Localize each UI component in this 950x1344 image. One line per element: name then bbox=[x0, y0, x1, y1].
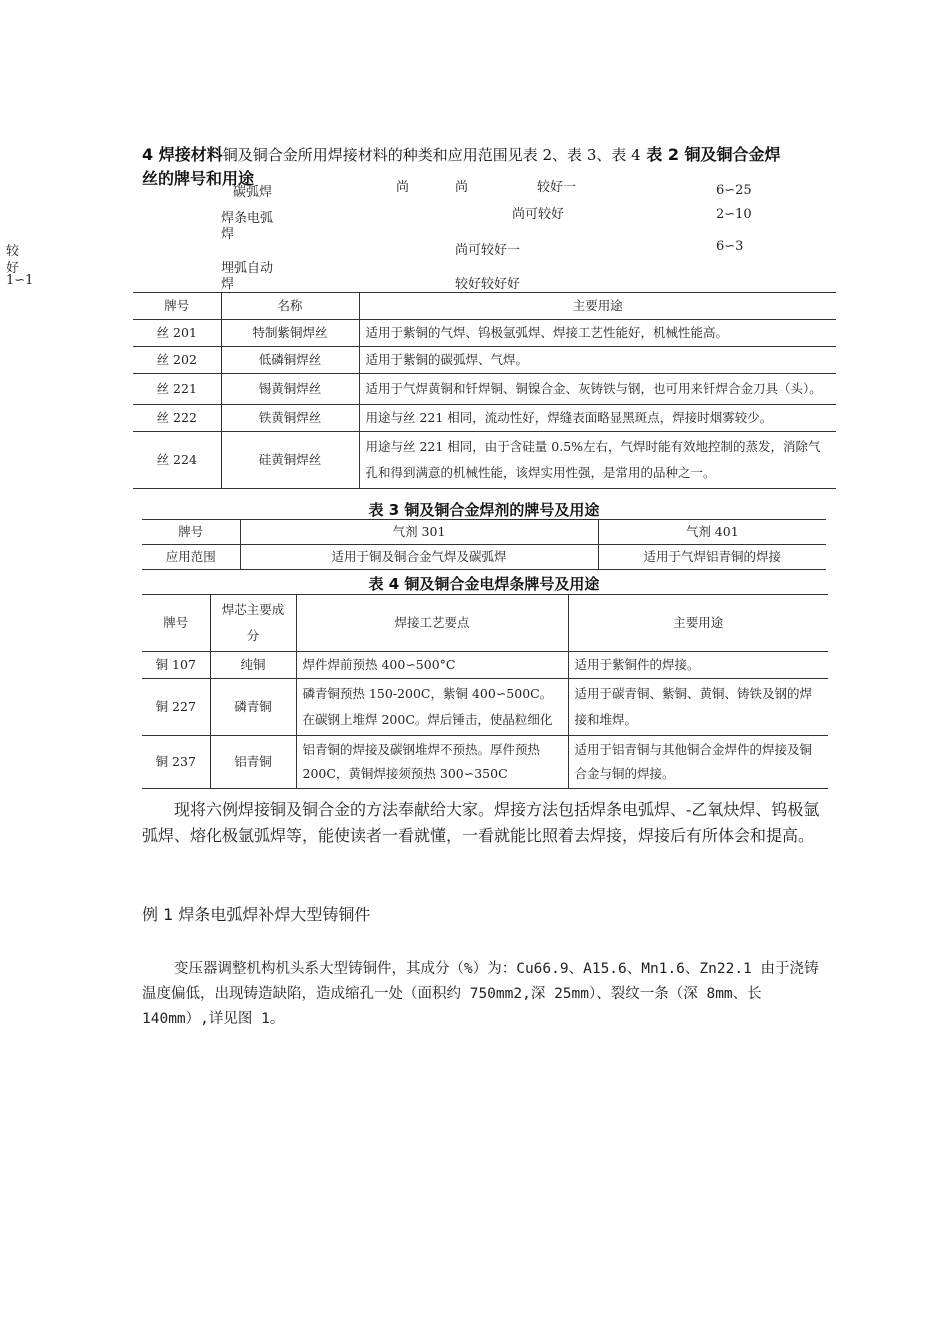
table-cell: 适用于铜及铜合金气焊及碳弧焊 bbox=[240, 545, 598, 570]
section-lead-text: 铜及铜合金所用焊接材料的种类和应用范围见表 2、表 3、表 4 bbox=[222, 146, 641, 164]
table-cell: 气剂 401 bbox=[598, 520, 826, 545]
table2-title-a: 表 2 铜及铜合金焊 bbox=[646, 145, 781, 164]
table-cell-code: 丝 201 bbox=[133, 320, 221, 347]
table-cell-use: 适用于紫铜的气焊、钨极氩弧焊、焊接工艺性能好，机械性能高。 bbox=[359, 320, 836, 347]
section-number: 4 bbox=[142, 145, 154, 164]
fragment-text: 较好一 bbox=[537, 180, 577, 195]
table-header-cell: 焊芯主要成分 bbox=[210, 595, 296, 652]
table-row-label: 应用范围 bbox=[142, 545, 240, 570]
table-header-cell: 主要用途 bbox=[359, 293, 836, 320]
fragment-text: 焊 bbox=[221, 227, 235, 242]
table-row bbox=[133, 374, 836, 405]
table-header-cell: 主要用途 bbox=[568, 595, 828, 652]
fragment-text: 焊条电弧 bbox=[221, 211, 274, 226]
table-row bbox=[142, 652, 828, 679]
table-cell-process: 磷青铜预热 150-200C，紫铜 400∽500C。在碳钢上堆焊 200C。焊后锤击，使晶粒细化 bbox=[296, 679, 568, 736]
table-header-cell: 焊接工艺要点 bbox=[296, 595, 568, 652]
fragment-text: 尚 bbox=[396, 180, 410, 195]
table-header-cell: 牌号 bbox=[133, 293, 221, 320]
table-row bbox=[142, 545, 826, 570]
body-paragraph: 现将六例焊接铜及铜合金的方法奉献给大家。焊接方法包括焊条电弧焊、-乙氧炔焊、钨极氩弧焊、熔化极氩弧焊等，能使读者一看就懂，一看就能比照着去焊接，焊接后有所体会和提高。 bbox=[142, 800, 820, 845]
body-paragraph: 变压器调整机构机头系大型铸铜件，其成分（%）为：Cu66.9、A15.6、Mn1.6、Zn22.1 由于浇铸温度偏低，出现铸造缺陷，造成缩孔一处（面积约 750mm2,深 25mm）、裂纹一条（深 8mm、长 140mm）,详见图 1。 bbox=[142, 961, 819, 1027]
table-cell-core: 纯铜 bbox=[210, 652, 296, 679]
fragment-text: 尚可较好 bbox=[512, 207, 565, 222]
table-header-row bbox=[142, 595, 828, 652]
fragment-text: 6∽3 bbox=[716, 239, 744, 254]
table-row bbox=[142, 520, 826, 545]
table-row bbox=[142, 679, 828, 736]
table-header-cell: 牌号 bbox=[142, 595, 210, 652]
table-cell-use: 用途与丝 221 相同，由于含硅量 0.5%左右，气焊时能有效地控制的蒸发，消除气孔和得到满意的机械性能，该焊实用性强，是常用的品种之一。 bbox=[359, 432, 836, 489]
table-cell-name: 锡黄铜焊丝 bbox=[221, 374, 359, 405]
table4 bbox=[142, 594, 828, 789]
table-cell-name: 铁黄铜焊丝 bbox=[221, 405, 359, 432]
fragment-text: 较好较好好 bbox=[455, 277, 521, 292]
example-title: 例 1 焊条电弧焊补焊大型铸铜件 bbox=[142, 905, 371, 924]
table-cell-use: 适用于紫铜的碳弧焊、气焊。 bbox=[359, 347, 836, 374]
fragment-text: 埋弧自动 bbox=[221, 261, 274, 276]
table-cell-use: 适用于气焊黄铜和钎焊铜、铜镍合金、灰铸铁与钢，也可用来钎焊合金刀具（头）。 bbox=[359, 374, 836, 405]
table-cell-name: 硅黄铜焊丝 bbox=[221, 432, 359, 489]
table-row bbox=[133, 347, 836, 374]
table3-title: 表 3 铜及铜合金焊剂的牌号及用途 bbox=[368, 501, 600, 519]
table-cell-code: 丝 202 bbox=[133, 347, 221, 374]
table2 bbox=[133, 292, 836, 489]
table-header-cell: 名称 bbox=[221, 293, 359, 320]
fragment-text: 2∽10 bbox=[716, 207, 752, 222]
table-row bbox=[142, 736, 828, 789]
fragment-text: 6∽25 bbox=[716, 183, 752, 198]
section-title: 焊接材料 bbox=[158, 145, 223, 164]
table-cell-use: 适用于紫铜件的焊接。 bbox=[568, 652, 828, 679]
table-cell-use: 适用于铝青铜与其他铜合金焊件的焊接及铜合金与铜的焊接。 bbox=[568, 736, 828, 789]
fragment-text: 较 bbox=[6, 244, 20, 259]
table2-title-b: 丝的牌号和用途 bbox=[142, 169, 255, 188]
table-row bbox=[133, 405, 836, 432]
table-row-label: 牌号 bbox=[142, 520, 240, 545]
fragment-text: 尚可较好一 bbox=[455, 243, 521, 258]
table-cell-name: 低磷铜焊丝 bbox=[221, 347, 359, 374]
table-cell-use: 适用于碳青铜、紫铜、黄铜、铸铁及钢的焊接和堆焊。 bbox=[568, 679, 828, 736]
fragment-text: 好 bbox=[6, 261, 20, 276]
table-cell-name: 特制紫铜焊丝 bbox=[221, 320, 359, 347]
fragment-text: 碳弧焊 bbox=[233, 185, 273, 200]
fragment-text: 1∽1 bbox=[6, 273, 34, 288]
table-row bbox=[133, 432, 836, 489]
table3 bbox=[142, 519, 826, 570]
table-header-row bbox=[133, 293, 836, 320]
table-cell-process: 铝青铜的焊接及碳钢堆焊不预热。厚件预热 200C，黄铜焊接须预热 300∽350C bbox=[296, 736, 568, 789]
table-cell-core: 铝青铜 bbox=[210, 736, 296, 789]
table-cell-core: 磷青铜 bbox=[210, 679, 296, 736]
table-cell: 适用于气焊铝青铜的焊接 bbox=[598, 545, 826, 570]
table-cell: 气剂 301 bbox=[240, 520, 598, 545]
table4-title: 表 4 铜及铜合金电焊条牌号及用途 bbox=[368, 575, 600, 593]
table-row bbox=[133, 320, 836, 347]
fragment-text: 尚 bbox=[455, 180, 469, 195]
table-cell-code: 丝 224 bbox=[133, 432, 221, 489]
table-cell-code: 铜 237 bbox=[142, 736, 210, 789]
table-cell-code: 丝 222 bbox=[133, 405, 221, 432]
table-cell-code: 铜 227 bbox=[142, 679, 210, 736]
table-cell-code: 铜 107 bbox=[142, 652, 210, 679]
section-heading bbox=[142, 142, 781, 165]
table-cell-code: 丝 221 bbox=[133, 374, 221, 405]
table-cell-use: 用途与丝 221 相同，流动性好，焊缝表面略显黑斑点，焊接时烟雾较少。 bbox=[359, 405, 836, 432]
table-cell-process: 焊件焊前预热 400∽500°C bbox=[296, 652, 568, 679]
fragment-text: 焊 bbox=[221, 277, 235, 292]
